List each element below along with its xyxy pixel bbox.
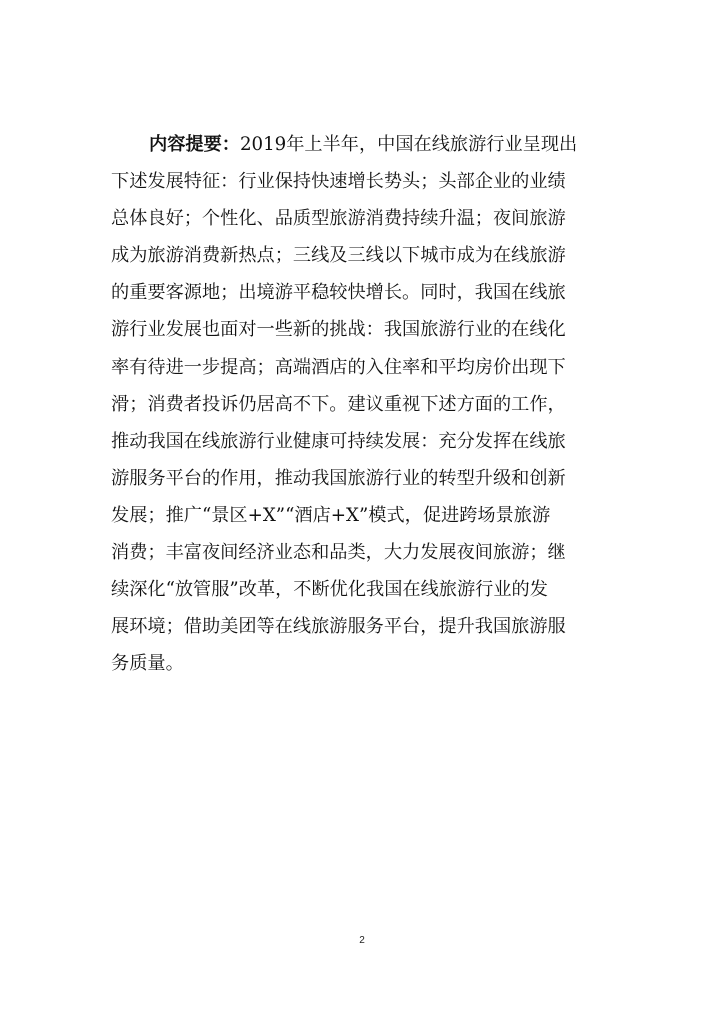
abstract-line xyxy=(111,460,623,497)
abstract-line xyxy=(111,274,623,311)
abstract-line-text: 展环境；借助美团等在线旅游服务平台，提升我国旅游服 xyxy=(111,616,566,638)
abstract-line xyxy=(111,163,623,200)
abstract-line xyxy=(111,237,623,274)
page-number: 2 xyxy=(359,935,365,946)
abstract-line-text: 消费；丰富夜间经济业态和品类，大力发展夜间旅游；继 xyxy=(111,542,566,564)
abstract-line xyxy=(111,534,623,571)
abstract-line xyxy=(111,349,623,386)
abstract-line-text: 推动我国在线旅游行业健康可持续发展：充分发挥在线旅 xyxy=(111,430,566,452)
abstract-line xyxy=(111,311,623,348)
abstract-line xyxy=(111,497,623,534)
abstract-line-text: 2019年上半年，中国在线旅游行业呈现出 xyxy=(239,134,578,155)
abstract-line-text: 发展；推广“景区+X”“酒店+X”模式，促进跨场景旅游 xyxy=(111,504,551,526)
abstract-line-text: 的重要客源地；出境游平稳较快增长。同时，我国在线旅 xyxy=(111,282,566,304)
abstract-line xyxy=(111,423,623,460)
abstract-line-text: 务质量。 xyxy=(111,653,184,675)
abstract-line-text: 率有待进一步提高；高端酒店的入住率和平均房价出现下 xyxy=(111,356,566,378)
abstract-line-text: 总体良好；个性化、品质型旅游消费持续升温；夜间旅游 xyxy=(111,208,566,230)
abstract-line-text: 滑；消费者投诉仍居高不下。建议重视下述方面的工作， xyxy=(111,393,566,415)
abstract-line xyxy=(111,200,623,237)
abstract-line xyxy=(111,608,623,645)
abstract-paragraph xyxy=(111,126,623,682)
abstract-line-text: 游服务平台的作用，推动我国旅游行业的转型升级和创新 xyxy=(111,467,566,489)
abstract-line-text: 续深化“放管服”改革，不断优化我国在线旅游行业的发 xyxy=(111,579,548,601)
abstract-line xyxy=(111,645,623,682)
abstract-line-text: 成为旅游消费新热点；三线及三线以下城市成为在线旅游 xyxy=(111,245,566,267)
abstract-line-text: 游行业发展也面对一些新的挑战：我国旅游行业的在线化 xyxy=(111,319,566,341)
abstract-line xyxy=(111,571,623,608)
abstract-line-text: 下述发展特征：行业保持快速增长势头；头部企业的业绩 xyxy=(111,171,566,193)
abstract-line xyxy=(111,126,623,163)
abstract-line xyxy=(111,386,623,423)
abstract-label: 内容提要： xyxy=(149,134,240,155)
